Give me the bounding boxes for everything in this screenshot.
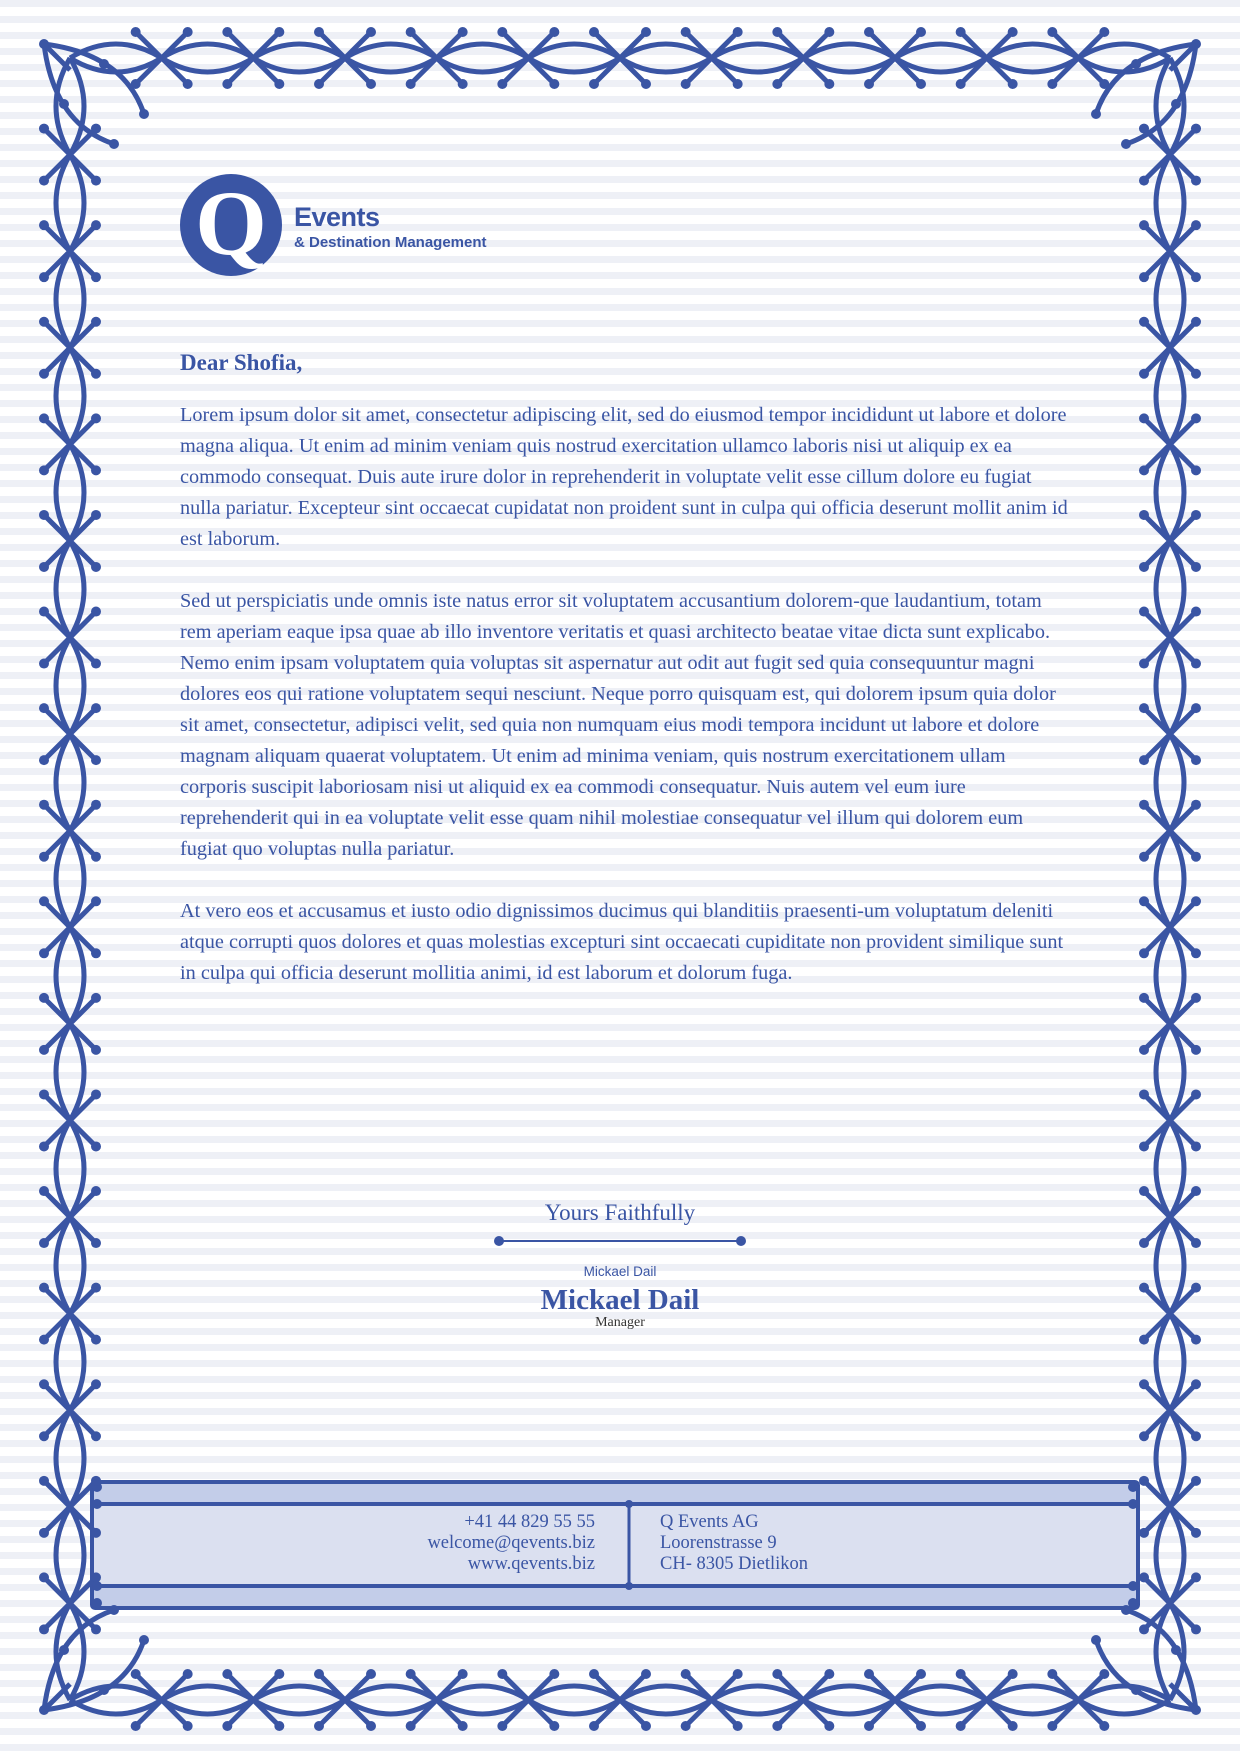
border-cross-motif: [39, 510, 101, 572]
border-cross-motif: [406, 1669, 468, 1731]
letter-body: [180, 350, 1070, 1020]
logo-subtitle: & Destination Management: [294, 234, 487, 251]
company-name: Q Events AG: [660, 1512, 759, 1532]
city-address: CH- 8305 Dietlikon: [660, 1554, 808, 1574]
border-cross-motif: [39, 800, 101, 862]
border-cross-motif: [1139, 993, 1201, 1055]
border-cross-motif: [497, 27, 559, 89]
border-cross-motif: [39, 607, 101, 669]
border-cross-motif: [39, 1089, 101, 1151]
border-cross-motif: [1139, 1476, 1201, 1538]
border-cross-motif: [1139, 1379, 1201, 1441]
border-cross-motif: [39, 413, 101, 475]
corner-flourish: [1091, 1605, 1201, 1715]
border-cross-motif: [1139, 703, 1201, 765]
border-cross-motif: [131, 27, 193, 89]
border-cross-motif: [772, 27, 834, 89]
border-cross-motif: [1047, 1669, 1109, 1731]
border-cross-motif: [1139, 1089, 1201, 1151]
email-address: welcome@qevents.biz: [427, 1533, 595, 1553]
paragraph-3: At vero eos et accusamus et iusto odio dignissimos ducimus qui blanditiis praesenti-um voluptatum deleniti atque corrupti quos dolores et quas molestias excepturi sint occaecati cupiditate non provident similique sunt in culpa qui officia deserunt mollitia animi, id est laborum et dolorum fuga.: [180, 900, 1064, 984]
signoff-divider: [494, 1236, 746, 1246]
border-cross-motif: [1139, 510, 1201, 572]
border-cross-motif: [406, 27, 468, 89]
footer-band: [92, 1482, 1138, 1608]
border-cross-motif: [1139, 1572, 1201, 1634]
border-cross-motif: [1139, 220, 1201, 282]
border-cross-motif: [1139, 1186, 1201, 1248]
footer-contact: [295, 1512, 595, 1575]
border-cross-motif: [589, 27, 651, 89]
border-cross-motif: [39, 993, 101, 1055]
phone-number: +41 44 829 55 55: [464, 1512, 595, 1532]
border-cross-motif: [131, 1669, 193, 1731]
paragraph-2: Sed ut perspiciatis unde omnis iste natus error sit voluptatem accusantium dolorem-que laudantium, totam rem aperiam eaque ipsa quae ab illo inventore veritatis et quasi architecto beatae vitae dicta sunt explicabo. Nemo enim ipsam voluptatem quia voluptas sit aspernatur aut odit aut fugit sed quia consequuntur magni dolores eos qui ratione voluptatem sequi nesciunt. Neque porro quisquam est, qui dolorem ipsum quia dolor sit amet, consectetur, adipisci velit, sed quia non numquam eius modi tempora incidunt ut labore et dolore magnam aliquam quaerat voluptatem. Ut enim ad minima veniam, quis nostrum exercitationem ullam corporis suscipit laboriosam nisi ut aliquid ex ea commodi consequatur. Nuis autem vel eum iure reprehenderit qui in ea voluptate velit esse quam nihil molestiae consequatur vel illum qui dolorem eum fugiat quo voluptas nulla pariatur.: [180, 590, 1056, 860]
border-cross-motif: [1139, 413, 1201, 475]
corner-flourish: [1091, 39, 1201, 149]
border-cross-motif: [681, 27, 743, 89]
border-cross-motif: [1139, 896, 1201, 958]
border-cross-motif: [222, 27, 284, 89]
border-cross-motif: [314, 27, 376, 89]
border-cross-motif: [39, 703, 101, 765]
border-cross-motif: [39, 317, 101, 379]
border-cross-motif: [1139, 1283, 1201, 1345]
border-cross-motif: [222, 1669, 284, 1731]
corner-flourish: [39, 1605, 149, 1715]
border-cross-motif: [956, 1669, 1018, 1731]
border-cross-motif: [864, 1669, 926, 1731]
corner-flourish: [39, 39, 149, 149]
logo-title: Events: [294, 202, 380, 232]
closing: Yours Faithfully: [544, 1200, 696, 1225]
signoff-block: [470, 1200, 770, 1331]
border-cross-motif: [1139, 607, 1201, 669]
border-cross-motif: [1139, 317, 1201, 379]
border-cross-motif: [497, 1669, 559, 1731]
border-cross-motif: [1139, 800, 1201, 862]
border-cross-motif: [772, 1669, 834, 1731]
border-cross-motif: [314, 1669, 376, 1731]
border-cross-motif: [589, 1669, 651, 1731]
border-cross-motif: [864, 27, 926, 89]
border-cross-motif: [39, 1379, 101, 1441]
paragraph-1: Lorem ipsum dolor sit amet, consectetur adipiscing elit, sed do eiusmod tempor incididunt ut labore et dolore magna aliqua. Ut enim ad minim veniam quis nostrud exercitation ullamco laboris nisi ut aliquip ex ea commodo consequat. Duis aute irure dolor in reprehenderit in voluptate velit esse cillum dolore eu fugiat nulla pariatur. Excepteur sint occaecat cupidatat non proident sunt in culpa qui officia deserunt mollit anim id est laborum.: [180, 404, 1068, 550]
signature: Mickael Dail: [583, 1264, 657, 1279]
salutation: Dear Shofia,: [180, 350, 303, 375]
border-cross-motif: [39, 1283, 101, 1345]
logo-q-mark: Q: [180, 174, 282, 276]
company-logo: [180, 174, 520, 280]
signer-title: Manager: [595, 1315, 645, 1330]
border-cross-motif: [39, 1186, 101, 1248]
border-cross-motif: [681, 1669, 743, 1731]
street-address: Loorenstrasse 9: [660, 1533, 777, 1553]
footer-address: [660, 1512, 980, 1575]
border-cross-motif: [956, 27, 1018, 89]
website: www.qevents.biz: [467, 1554, 595, 1574]
signer-name: Mickael Dail: [540, 1284, 700, 1316]
border-cross-motif: [1047, 27, 1109, 89]
border-cross-motif: [39, 220, 101, 282]
border-cross-motif: [39, 896, 101, 958]
